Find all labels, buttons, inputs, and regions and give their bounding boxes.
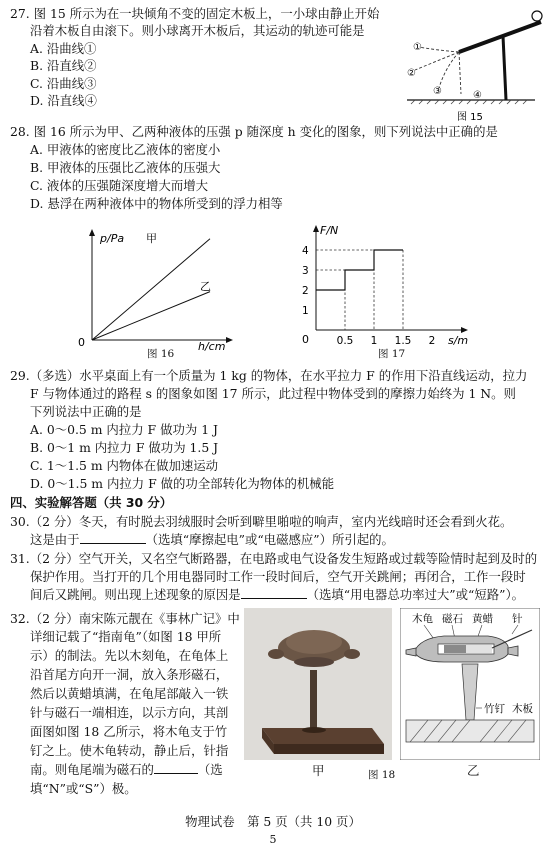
fig16-label-a: 甲 (146, 232, 157, 245)
fig18-cross-section (400, 608, 540, 760)
q32-line9 (30, 762, 223, 777)
fig17-caption: 图 17 (378, 348, 406, 360)
fig16-line-a (92, 239, 210, 340)
q28-option-b: B. 甲液体的压强比乙液体的压强大 (30, 160, 221, 175)
fig17-xtick-15: 1.5 (394, 335, 412, 347)
section-4-heading: 四、实验解答题（共 30 分） (10, 495, 173, 510)
q29-option-b: B. 0～1 m 内拉力 F 做功为 1.5 J (30, 440, 219, 455)
q29-line1: 29.（多选）水平桌面上有一个质量为 1 kg 的物体，在水平拉力 F 的作用下沿直线运动，拉力 (10, 368, 528, 383)
q32-line1: 32.（2 分）南宋陈元靓在《事林广记》中 (10, 611, 240, 626)
fig15-mark-4: ④ (473, 90, 482, 101)
fig17-ylabel: F/N (320, 224, 339, 237)
fig18-magnet-bar (444, 645, 466, 653)
q29-option-d: D. 0～1.5 m 内拉力 F 做的功全部转化为物体的机械能 (30, 476, 335, 491)
q27-option-c: C. 沿曲线③ (30, 76, 97, 91)
fig18-label-a: 甲 (312, 763, 325, 778)
q32-line10: 填“N”或“S”）极。 (30, 781, 137, 796)
fig16-ylabel: p/Pa (100, 232, 125, 245)
q27-option-d: D. 沿直线④ (30, 93, 97, 108)
fig15-mark-1: ① (413, 42, 422, 53)
q29-line2: F 与物体通过的路程 s 的图象如图 17 所示，此过程中物体受到的摩擦力始终为 1 N。则 (30, 386, 516, 401)
fig17-ytick-1: 1 (302, 305, 309, 317)
fig16-xlabel: h/cm (198, 340, 226, 353)
q32-line2: 详细记载了“指南龟”（如图 18 甲所 (30, 629, 222, 644)
q32-answer-blank[interactable] (154, 762, 198, 774)
q30-line1: 30.（2 分）冬天，有时脱去羽绒服时会听到噼里啪啦的响声，室内光线暗时还会看到火花。 (10, 514, 513, 529)
q32-line9-text-b: （选 (197, 762, 223, 777)
q31-answer-blank[interactable] (241, 587, 307, 599)
fig18-part-nail: 竹钉 (484, 703, 505, 715)
fig17-xtick-1: 1 (370, 335, 378, 347)
fig17-force-step-line (316, 250, 403, 290)
q30-line2-text-b: （选填“摩擦起电”或“电磁感应”）所引起的。 (145, 532, 394, 547)
q32-line3: 示）的制法。先以木刻龟，在龟体上 (30, 648, 229, 663)
fig17-xtick-2: 2 (428, 335, 436, 347)
figure-15 (395, 4, 545, 124)
page-number: 5 (269, 833, 277, 846)
q27-option-b: B. 沿直线② (30, 58, 97, 73)
q27-line1: 27. 图 15 所示为在一块倾角不变的固定木板上，一小球由静止开始 (10, 6, 380, 21)
q28-option-d: D. 悬浮在两种液体中的物体所受到的浮力相等 (30, 196, 283, 211)
q27-line2: 沿着木板自由滚下。则小球离开木板后，其运动的轨迹可能是 (30, 23, 365, 38)
fig18-part-turtle: 木龟 (412, 613, 433, 625)
fig17-xlabel: s/m (448, 334, 469, 347)
compass-turtle-photo (244, 608, 392, 760)
q30-answer-blank[interactable] (80, 532, 146, 544)
q29-option-c: C. 1～1.5 m 内物体在做加速运动 (30, 458, 219, 473)
fig18-caption: 图 18 (368, 769, 396, 781)
fig18-part-wax: 黄蜡 (472, 613, 493, 625)
q32-line7: 面图如图 18 乙所示，将木龟支于竹 (30, 724, 228, 739)
q28-option-a: A. 甲液体的密度比乙液体的密度小 (30, 142, 221, 157)
q32-line6: 针与磁石一端相连，以示方向，其剖 (30, 705, 229, 720)
page-footer: 物理试卷 第 5 页（共 10 页） (185, 814, 361, 829)
q32-line8: 钉之上。使木龟转动，静止后，针指 (30, 743, 229, 758)
q32-line4: 沿首尾方向开一洞，放入条形磁石， (30, 667, 229, 682)
fig17-origin: 0 (302, 333, 309, 346)
fig17-ytick-4: 4 (302, 245, 309, 257)
q28-line1: 28. 图 16 所示为甲、乙两种液体的压强 p 随深度 h 变化的图象，则下列说法中正确的是 (10, 124, 498, 139)
fig18-part-magnet: 磁石 (442, 613, 463, 625)
fig17-xtick-05: 0.5 (336, 335, 354, 347)
figure-17 (290, 218, 490, 360)
q32-line9-text-a: 南。则龟尾端为磁石的 (30, 762, 154, 777)
q32-line5: 然后以黄蜡填满，在龟尾部敲入一铁 (30, 686, 229, 701)
q30-line2 (30, 532, 394, 547)
fig16-caption: 图 16 (147, 348, 175, 360)
q31-line3 (30, 587, 524, 602)
fig18-label-b: 乙 (467, 763, 480, 778)
fig18-part-board: 木板 (512, 703, 533, 715)
fig16-origin: 0 (78, 336, 85, 349)
fig16-label-b: 乙 (200, 280, 211, 293)
fig15-mark-3: ③ (433, 86, 442, 97)
q31-line2: 保护作用。当打开的几个用电器同时工作一段时间后，空气开关跳闸；再闭合，工作一段时 (30, 569, 526, 584)
q27-option-a: A. 沿曲线① (30, 41, 97, 56)
q31-line3-text-a: 间后又跳闸。则出现上述现象的原因是 (30, 587, 241, 602)
fig15-mark-2: ② (407, 68, 416, 79)
fig18-part-needle: 针 (512, 613, 523, 625)
figure-16 (70, 222, 270, 362)
q29-line3: 下列说法中正确的是 (30, 404, 142, 419)
fig17-ytick-2: 2 (302, 285, 309, 297)
fig17-ytick-3: 3 (302, 265, 309, 277)
q29-option-a: A. 0～0.5 m 内拉力 F 做功为 1 J (30, 422, 218, 437)
fig15-caption: 图 15 (457, 112, 483, 123)
fig16-line-b (92, 292, 210, 340)
q31-line1: 31.（2 分）空气开关，又名空气断路器，在电路或电气设备发生短路或过载等险情时起到及时的 (10, 551, 538, 566)
q31-line3-text-b: （选填“用电器总功率过大”或“短路”）。 (306, 587, 525, 602)
q30-line2-text-a: 这是由于 (30, 532, 80, 547)
q28-option-c: C. 液体的压强随深度增大而增大 (30, 178, 208, 193)
